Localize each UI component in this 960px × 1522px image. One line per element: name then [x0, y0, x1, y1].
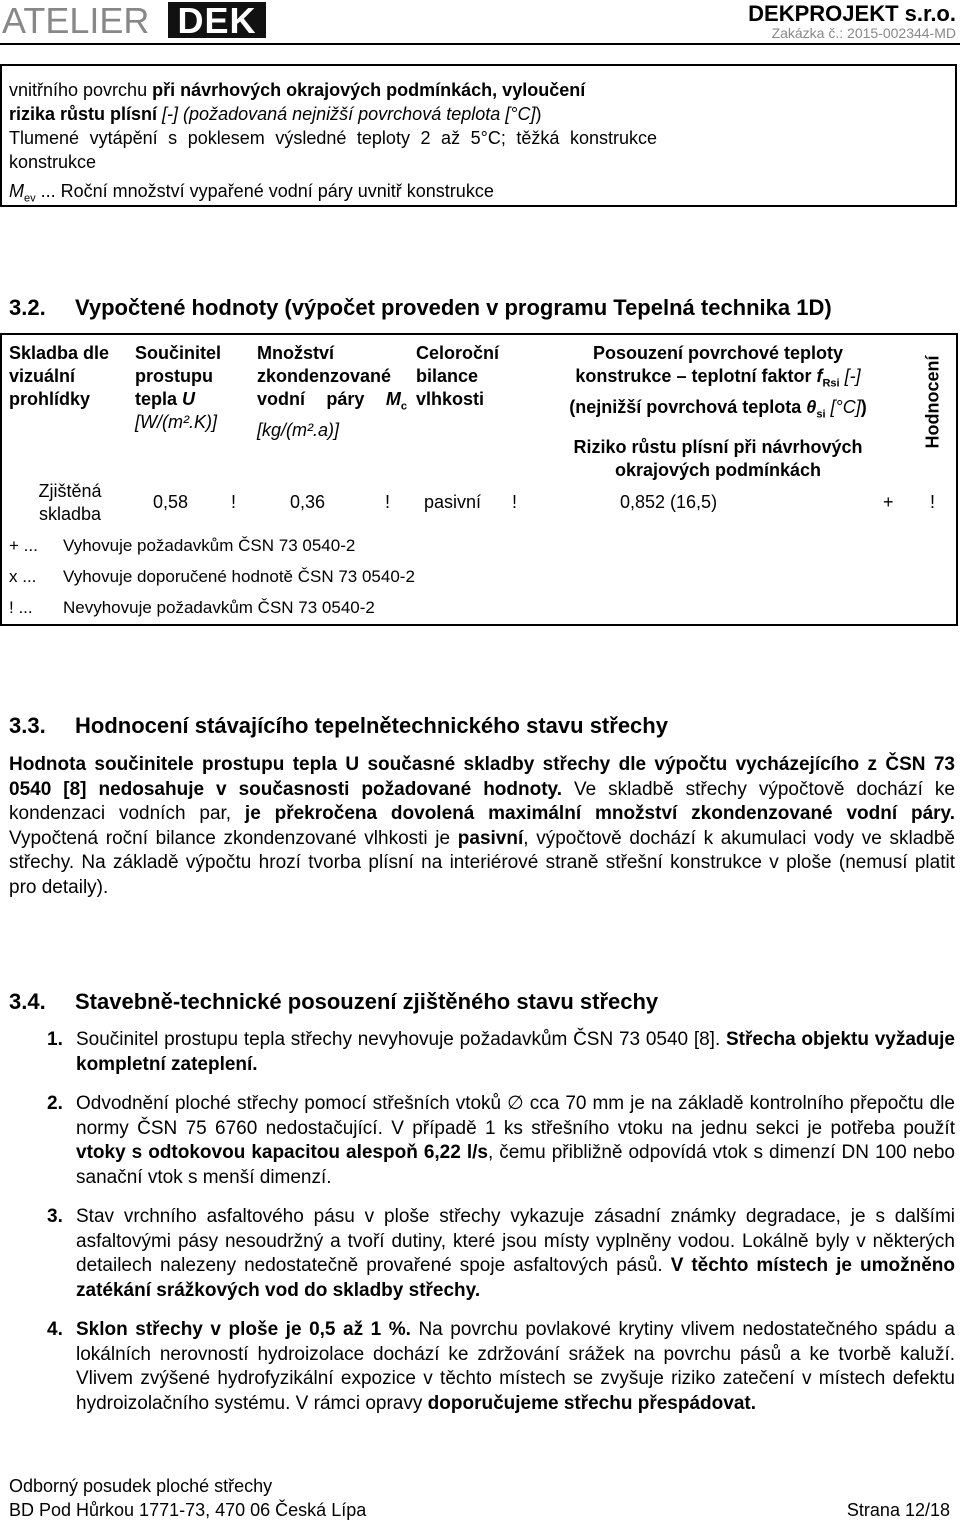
legend-recommended: x ... Vyhovuje doporučené hodnotě ČSN 73 0540-2: [9, 567, 415, 586]
mc-mark: !: [385, 492, 391, 512]
col-head-frsi: Posouzení povrchové teploty konstrukce – teplotní faktor $f_{Rsi}$ [-] (nejnižší povrchová teplota $\theta_{si}$ [°C]) Riziko růstu plísní při návrhových okrajových podmínkách: [569, 343, 867, 481]
section-heading-3-4: 3.4. Stavebně-technické posouzení zjištěného stavu střechy: [9, 989, 659, 1014]
col-head-u: Součinitel prostupu tepla U [W/(m².K)]: [135, 343, 222, 432]
item-number: 2.: [47, 1093, 63, 1114]
legend-pass: + ... Vyhovuje požadavkům ČSN 73 0540-2: [9, 536, 356, 555]
list-item: Stav vrchního asfaltového pásu v ploše střechy vykazuje zásadní známky degradace, je s dalšími asfaltovými pásy nesoudržný a tvoří dutiny, které jsou místy vyplněny vodou. Lokálně byly v některých detailech nalezeny nedostatečně provařené spoje asfaltových pásů. V těchto místech je umožněno zatékání srážkových vod do skladby střechy.: [76, 1206, 955, 1301]
frsi-mark: +: [883, 492, 894, 512]
list-item: Sklon střechy v ploše je 0,5 až 1 %. Na povrchu povlakové krytiny vlivem nedostatečného spádu a lokálních nerovností hydroizolace dochází ke zdržování srážek na povrchu pásů a ke tvorbě kaluží. Vlivem zvýšené hydrofyzikální expozice v těchto místech se zvyšuje riziko zatečení v místech defektu hydroizolačního systému. V rámci opravy doporučujeme střechu přespádovat.: [76, 1319, 955, 1414]
order-number: Zakázka č.: 2015-002344-MD: [771, 25, 956, 41]
company-name: DEKPROJEKT s.r.o.: [748, 1, 956, 26]
section-3-3-paragraph: Hodnota součinitele prostupu tepla U současné skladby střechy dle výpočtu vycházejícího z ČSN 73 0540 [8] nedosahuje v současnosti požadované hodnoty. Ve skladbě střechy výpočtově dochází ke kondenzaci vodních par, je překročena dovolená maximální množství zkondenzované vodní páry. Vypočtená roční bilance zkondenzované vlhkosti je pasivní, výpočtově dochází k akumulaci vody ve skladbě střechy. Na základě výpočtu hrozí tvorba plísní na interiérové straně střešní konstrukce v ploše (nemusí platit pro detaily).: [9, 754, 955, 898]
col-head-bilance: Celoroční bilance vlhkosti: [416, 343, 500, 409]
bilance-mark: !: [512, 492, 518, 512]
item-number: 3.: [47, 1206, 63, 1227]
col-head-skladba: Skladba dle vizuální prohlídky: [9, 343, 110, 409]
section-heading-3-3: 3.3. Hodnocení stávajícího tepelnětechnického stavu střechy: [9, 713, 668, 738]
bilance-value: pasivní: [424, 492, 482, 512]
frsi-value: 0,852 (16,5): [620, 492, 718, 512]
col-head-mc: Množství zkondenzované vodní páry $M_c$ [kg/(m².a)]: [257, 343, 407, 440]
section-heading-3-2: 3.2. Vypočtené hodnoty (výpočet proveden v programu Tepelná technika 1D): [9, 295, 832, 320]
list-item: Odvodnění ploché střechy pomocí střešních vtoků ∅ cca 70 mm je na základě kontrolního přepočtu dle normy ČSN 75 6760 nedostačující. V případě 1 ks střešního vtoku na jednu sekci je potřeba použít vtoky s odtokovou kapacitou alespoň 6,22 l/s, čemu přibližně odpovídá vtok s dimenzí DN 100 nebo sanační vtok s menší dimenzí.: [76, 1093, 955, 1188]
row-label-zjistena: Zjištěná skladba: [38, 481, 102, 524]
mev-definition: $M_{ev}$ ... Roční množství vypařené vodní páry uvnitř konstrukce: [9, 181, 494, 205]
logo-atelier: ATELIER: [2, 0, 150, 41]
col-head-hodnoceni: Hodnocení: [922, 355, 943, 449]
header-divider: [0, 43, 960, 45]
overall-mark: !: [930, 492, 936, 512]
page-number: Strana 12/18: [846, 1500, 950, 1520]
item-number: 1.: [47, 1029, 63, 1050]
legend-fail: ! ... Nevyhovuje požadavkům ČSN 73 0540-2: [9, 598, 375, 617]
item-number: 4.: [47, 1319, 63, 1340]
legend-top-text: vnitřního povrchu při návrhových okrajových podmínkách, vyloučení rizika růstu plísní [-] (požadovaná nejnižší povrchová teplota [°C]) Tlumené vytápění s poklesem výsledné teploty 2 až 5°C; těžká konstrukce konstrukce: [9, 80, 657, 172]
u-value: 0,58: [153, 492, 189, 512]
footer-left: Odborný posudek ploché střechy BD Pod Hůrkou 1771-73, 470 06 Česká Lípa: [9, 1476, 367, 1520]
list-item: Součinitel prostupu tepla střechy nevyhovuje požadavkům ČSN 73 0540 [8]. Střecha objektu vyžaduje kompletní zateplení.: [76, 1029, 955, 1075]
mc-value: 0,36: [290, 492, 326, 512]
u-mark: !: [231, 492, 237, 512]
logo-dek: DEK: [168, 2, 266, 38]
